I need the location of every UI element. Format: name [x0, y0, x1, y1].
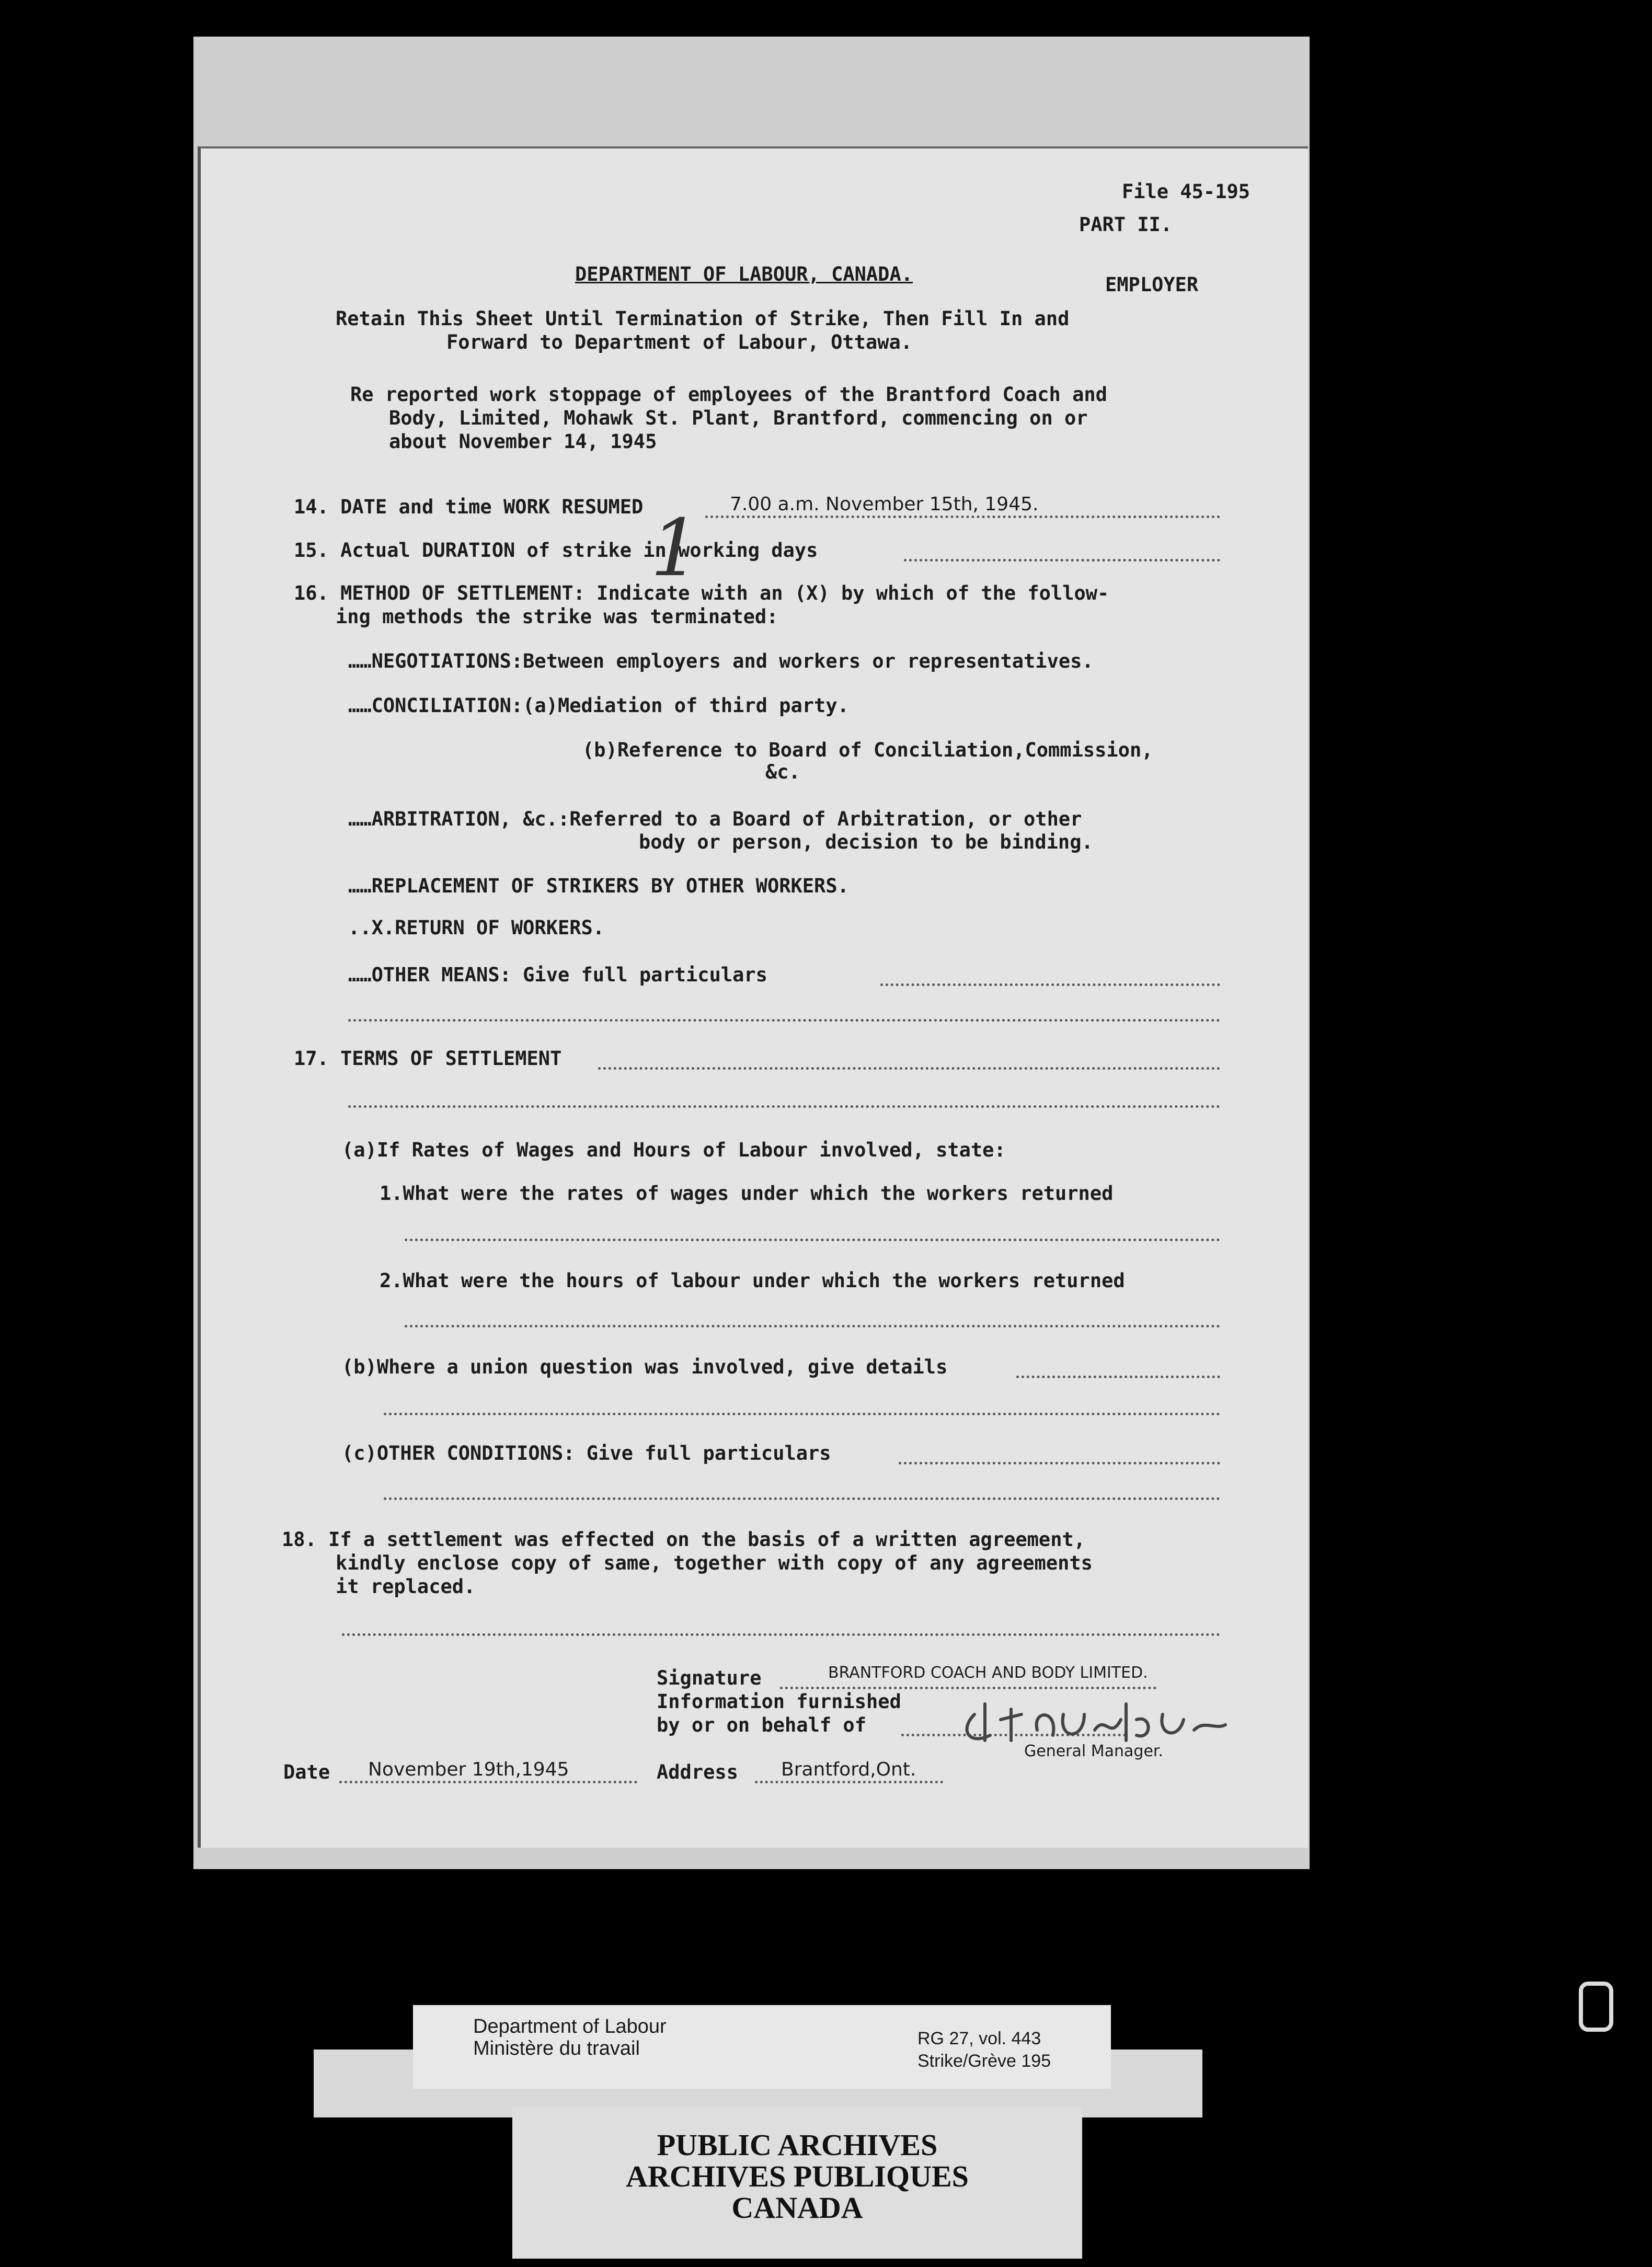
- date-leader: [339, 1781, 637, 1783]
- method-other-text: OTHER MEANS: Give full particulars: [371, 964, 767, 986]
- method-other: ……OTHER MEANS: Give full particulars: [348, 964, 767, 986]
- method-arbitration-text: ARBITRATION, &c.:Referred to a Board of Arbitration, or other: [371, 808, 1082, 830]
- instruction-line-2: Forward to Department of Labour, Ottawa.: [446, 331, 913, 353]
- q17-leader-2: [348, 1105, 1220, 1108]
- instruction-line-1: Retain This Sheet Until Termination of Strike, Then Fill In and: [336, 307, 1070, 330]
- method-return-text: RETURN OF WORKERS.: [395, 917, 605, 939]
- q17-c: (c)OTHER CONDITIONS: Give full particulars: [342, 1442, 831, 1464]
- archives-canada: CANADA: [731, 2191, 863, 2225]
- info-furnished-label: Information furnished: [657, 1690, 901, 1713]
- archive-dept-fr: Ministère du travail: [473, 2037, 640, 2059]
- q14-label: 14. DATE and time WORK RESUMED: [294, 496, 644, 518]
- signature-label: Signature: [657, 1667, 762, 1689]
- q17-c-leader-2: [384, 1497, 1220, 1500]
- public-archives: PUBLIC ARCHIVES: [657, 2128, 938, 2162]
- address-label: Address: [657, 1761, 738, 1783]
- q18-line-3: it replaced.: [336, 1575, 476, 1598]
- method-arbitration-line-1: ……ARBITRATION, &c.:Referred to a Board of Arbitration, or other: [348, 808, 1082, 830]
- q17-label: 17. TERMS OF SETTLEMENT: [294, 1047, 562, 1070]
- archive-reference-label: [413, 2005, 1111, 2089]
- strike-report-form: [198, 146, 1308, 1848]
- q17-c-leader: [899, 1462, 1220, 1464]
- archives-publiques: ARCHIVES PUBLIQUES: [626, 2159, 969, 2193]
- frame-marker: [1579, 1982, 1613, 2032]
- q18-leader: [342, 1633, 1220, 1636]
- q14-value: 7.00 a.m. November 15th, 1945.: [730, 494, 1039, 515]
- q17-leader: [598, 1067, 1220, 1070]
- method-negotiations-text: NEGOTIATIONS:Between employers and workers or representatives.: [371, 650, 1094, 672]
- q17-a1-leader: [405, 1239, 1220, 1241]
- date-label: Date: [283, 1761, 330, 1783]
- signer-title: General Manager.: [1024, 1742, 1164, 1760]
- q17-a2: 2.What were the hours of labour under which the workers returned: [380, 1269, 1125, 1292]
- q17-a: (a)If Rates of Wages and Hours of Labour involved, state:: [342, 1139, 1006, 1161]
- archive-rg: RG 27, vol. 443: [917, 2029, 1041, 2048]
- on-behalf-label: by or on behalf of: [657, 1714, 866, 1736]
- department-heading: DEPARTMENT OF LABOUR, CANADA.: [575, 263, 913, 285]
- other-means-leader: [880, 983, 1220, 986]
- q18-line-2: kindly enclose copy of same, together with copy of any agreements: [336, 1552, 1093, 1574]
- employer-tag: EMPLOYER: [1105, 273, 1199, 296]
- method-conciliation-b-line-2: &c.: [765, 761, 800, 783]
- address-leader: [755, 1781, 943, 1783]
- archive-dept-en: Department of Labour: [473, 2016, 667, 2037]
- method-return: ..X.RETURN OF WORKERS.: [348, 917, 605, 939]
- q17-b-leader-2: [384, 1413, 1220, 1415]
- file-number: File 45-195: [1122, 180, 1251, 203]
- q18-line-1: 18. If a settlement was effected on the basis of a written agreement,: [282, 1528, 1086, 1551]
- archive-strike: Strike/Grève 195: [917, 2051, 1051, 2071]
- q15-label: 15. Actual DURATION of strike in working days: [294, 539, 818, 562]
- q17-a1: 1.What were the rates of wages under which the workers returned: [380, 1182, 1114, 1205]
- re-line-2: Body, Limited, Mohawk St. Plant, Brantford, commencing on or: [389, 407, 1088, 429]
- q14-leader: [705, 516, 1220, 518]
- method-conciliation-a-text: CONCILIATION:(a)Mediation of third party.: [371, 694, 849, 717]
- method-arbitration-line-2: body or person, decision to be binding.: [639, 831, 1093, 853]
- q16-line-2: ing methods the strike was terminated:: [336, 605, 778, 628]
- method-replacement-text: REPLACEMENT OF STRIKERS BY OTHER WORKERS.: [371, 875, 849, 897]
- method-conciliation-b-line-1: (b)Reference to Board of Conciliation,Commission,: [582, 739, 1153, 761]
- method-replacement: ……REPLACEMENT OF STRIKERS BY OTHER WORKERS.: [348, 875, 849, 897]
- address-value: Brantford,Ont.: [781, 1759, 916, 1780]
- signature-company: BRANTFORD COACH AND BODY LIMITED.: [828, 1664, 1148, 1682]
- q16-line-1: 16. METHOD OF SETTLEMENT: Indicate with an (X) by which of the follow-: [294, 582, 1109, 604]
- q17-b-leader: [1016, 1376, 1220, 1378]
- date-value: November 19th,1945: [368, 1759, 569, 1780]
- return-x-mark: X: [371, 917, 383, 939]
- method-negotiations: ……NEGOTIATIONS:Between employers and workers or representatives.: [348, 650, 1094, 672]
- re-line-1: Re reported work stoppage of employees of the Brantford Coach and: [350, 383, 1107, 406]
- re-line-3: about November 14, 1945: [389, 430, 657, 453]
- q17-b: (b)Where a union question was involved, give details: [342, 1356, 948, 1378]
- q15-handwritten-value: 1: [650, 503, 701, 594]
- public-archives-stamp: [512, 2107, 1082, 2259]
- other-means-leader-2: [348, 1019, 1220, 1022]
- part-number: PART II.: [1079, 213, 1173, 236]
- q17-a2-leader: [405, 1325, 1220, 1327]
- method-conciliation-a: ……CONCILIATION:(a)Mediation of third party.: [348, 694, 849, 717]
- q15-leader: [904, 559, 1220, 562]
